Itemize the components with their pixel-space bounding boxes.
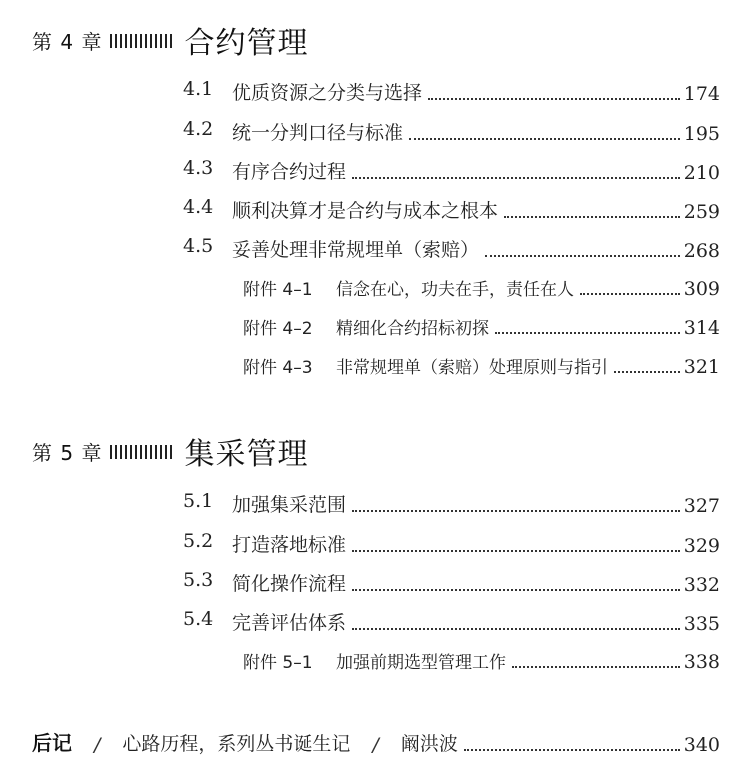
toc-appendix-entry[interactable] (0, 648, 750, 672)
chapter-number: 第 5 章 (32, 440, 103, 465)
entry-label: 统一分判口径与标准 (232, 122, 404, 144)
section-number: 4.5 (183, 235, 214, 257)
chapter-divider-bars (110, 34, 174, 48)
leader-dots (495, 332, 680, 334)
leader-dots (409, 138, 680, 140)
chapter-title: 集采管理 (184, 437, 309, 472)
entry-label: 有序合约过程 (232, 161, 347, 183)
leader-dots (485, 255, 680, 257)
entry-label: 简化操作流程 (232, 573, 347, 595)
entry-label: 非常规埋单（索赔）处理原则与指引 (335, 358, 608, 378)
section-number: 4.3 (183, 157, 214, 179)
toc-entry[interactable] (0, 78, 750, 105)
leader-dots (352, 589, 680, 591)
entry-label: 完善评估体系 (232, 612, 347, 634)
toc-appendix-entry[interactable] (0, 275, 750, 299)
page-number: 210 (683, 162, 720, 184)
entry-label: 加强集采范围 (232, 494, 347, 516)
toc-entry[interactable] (0, 196, 750, 223)
page-number: 314 (683, 317, 720, 339)
leader-dots (464, 749, 680, 751)
afterword-heading: 后记 (32, 731, 72, 755)
leader-dots (580, 293, 680, 295)
toc-appendix-entry[interactable] (0, 314, 750, 338)
page-number: 338 (683, 651, 720, 673)
toc-entry[interactable] (0, 530, 750, 557)
toc-appendix-entry[interactable] (0, 353, 750, 377)
separator-slash: / (94, 734, 101, 756)
leader-dots (352, 177, 680, 179)
appendix-prefix: 附件 4–2 (243, 319, 313, 339)
leader-dots (512, 666, 680, 668)
leader-dots (352, 510, 680, 512)
entry-label: 顺利决算才是合约与成本之根本 (232, 200, 499, 222)
section-number: 4.2 (183, 118, 214, 140)
toc-entry[interactable] (0, 490, 750, 517)
section-number: 5.3 (183, 569, 214, 591)
toc-entry[interactable] (0, 569, 750, 596)
section-number: 5.4 (183, 608, 214, 630)
page-number: 321 (683, 356, 720, 378)
section-number: 4.1 (183, 78, 214, 100)
section-number: 5.1 (183, 490, 214, 512)
section-number: 5.2 (183, 530, 214, 552)
page-number: 329 (683, 535, 720, 557)
toc-entry[interactable] (0, 608, 750, 635)
entry-label: 妥善处理非常规埋单（索赔） (232, 239, 480, 261)
toc-entry[interactable] (0, 118, 750, 145)
page-number: 268 (683, 240, 720, 262)
toc-entry[interactable] (0, 157, 750, 184)
chapter-4-heading (32, 18, 308, 62)
appendix-prefix: 附件 4–3 (243, 358, 313, 378)
page-number: 174 (683, 83, 720, 105)
entry-label: 信念在心，功夫在手，责任在人 (335, 280, 574, 300)
chapter-number: 第 4 章 (32, 29, 103, 54)
page-number: 327 (683, 495, 720, 517)
page-number: 195 (683, 123, 720, 145)
afterword-author: 阚洪波 (400, 733, 458, 755)
entry-label: 打造落地标准 (232, 534, 347, 556)
leader-dots (504, 216, 680, 218)
chapter-5-heading (32, 429, 308, 473)
page-number: 309 (683, 278, 720, 300)
afterword-subtitle: 心路历程，系列丛书诞生记 (122, 733, 351, 755)
leader-dots (352, 550, 680, 552)
entry-label: 加强前期选型管理工作 (335, 653, 506, 673)
section-number: 4.4 (183, 196, 214, 218)
page-number: 332 (683, 574, 720, 596)
separator-slash: / (372, 734, 379, 756)
toc-afterword-entry[interactable] (32, 727, 720, 756)
entry-label: 优质资源之分类与选择 (232, 82, 423, 104)
page-number: 340 (683, 734, 720, 756)
chapter-divider-bars (110, 445, 174, 459)
chapter-title: 合约管理 (184, 26, 309, 61)
leader-dots (352, 628, 680, 630)
toc-entry[interactable] (0, 235, 750, 262)
appendix-prefix: 附件 4–1 (243, 280, 313, 300)
entry-label: 精细化合约招标初探 (335, 319, 489, 339)
appendix-prefix: 附件 5–1 (243, 653, 313, 673)
leader-dots (428, 98, 680, 100)
page-number: 259 (683, 201, 720, 223)
leader-dots (614, 371, 680, 373)
page-number: 335 (683, 613, 720, 635)
